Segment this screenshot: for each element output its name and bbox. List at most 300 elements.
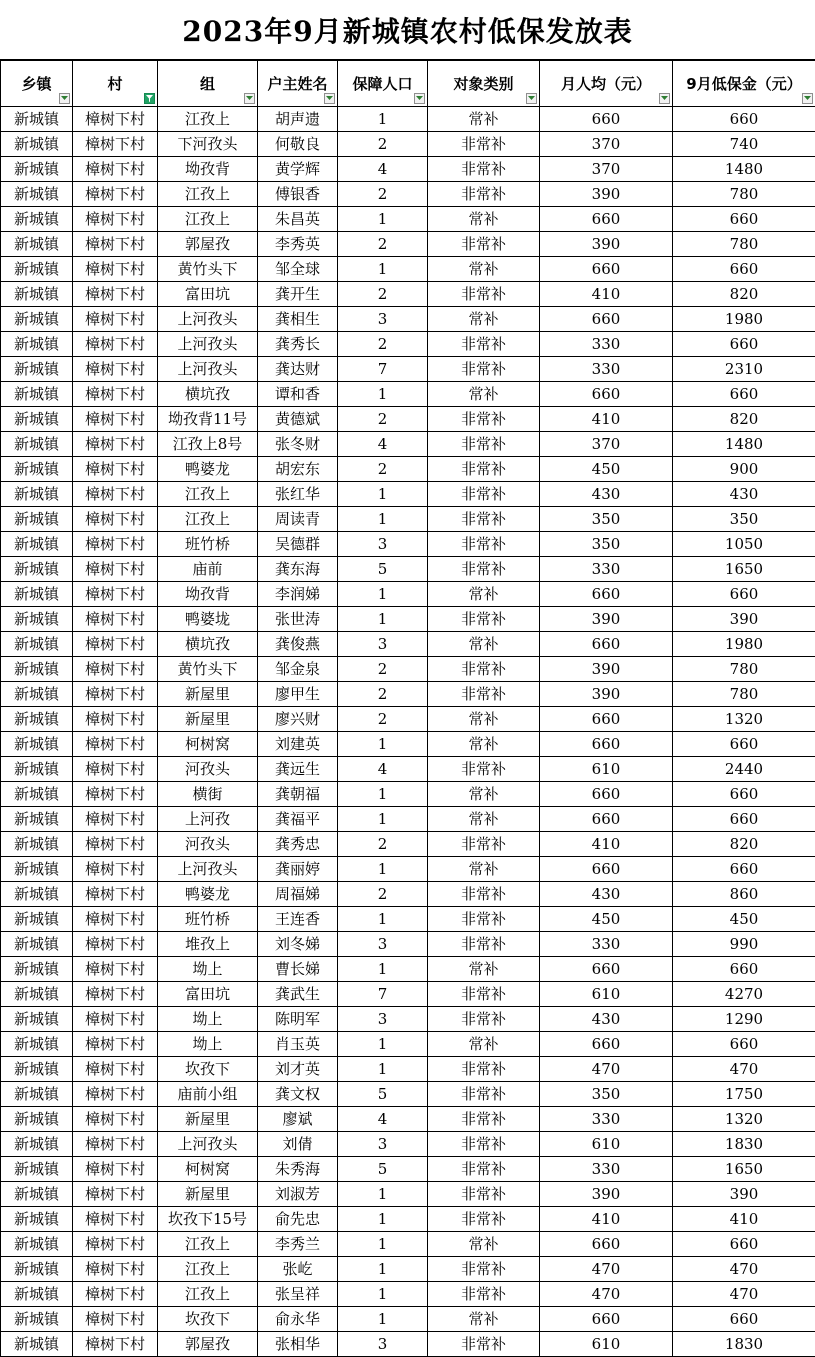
cell-householder[interactable]: 谭和香 xyxy=(258,382,338,407)
cell-village[interactable]: 樟树下村 xyxy=(73,907,158,932)
cell-sept-benefit[interactable]: 2310 xyxy=(673,357,815,382)
cell-householder[interactable]: 张呈祥 xyxy=(258,1282,338,1307)
cell-town[interactable]: 新城镇 xyxy=(1,832,73,857)
cell-householder[interactable]: 黄学辉 xyxy=(258,157,338,182)
cell-people[interactable]: 2 xyxy=(338,407,428,432)
cell-monthly-avg[interactable]: 450 xyxy=(540,907,673,932)
cell-town[interactable]: 新城镇 xyxy=(1,407,73,432)
cell-sept-benefit[interactable]: 660 xyxy=(673,957,815,982)
filter-dropdown-icon[interactable] xyxy=(802,93,813,104)
cell-group[interactable]: 上河孜头 xyxy=(158,332,258,357)
cell-town[interactable]: 新城镇 xyxy=(1,757,73,782)
cell-householder[interactable]: 陈明军 xyxy=(258,1007,338,1032)
cell-people[interactable]: 1 xyxy=(338,807,428,832)
cell-monthly-avg[interactable]: 430 xyxy=(540,1007,673,1032)
cell-sept-benefit[interactable]: 430 xyxy=(673,482,815,507)
cell-monthly-avg[interactable]: 430 xyxy=(540,882,673,907)
cell-householder[interactable]: 廖甲生 xyxy=(258,682,338,707)
cell-town[interactable]: 新城镇 xyxy=(1,782,73,807)
cell-householder[interactable]: 王连香 xyxy=(258,907,338,932)
cell-group[interactable]: 班竹桥 xyxy=(158,907,258,932)
cell-people[interactable]: 1 xyxy=(338,1032,428,1057)
cell-people[interactable]: 5 xyxy=(338,557,428,582)
cell-people[interactable]: 1 xyxy=(338,582,428,607)
cell-town[interactable]: 新城镇 xyxy=(1,632,73,657)
cell-people[interactable]: 3 xyxy=(338,1132,428,1157)
cell-people[interactable]: 1 xyxy=(338,107,428,132)
cell-village[interactable]: 樟树下村 xyxy=(73,1082,158,1107)
cell-sept-benefit[interactable]: 780 xyxy=(673,657,815,682)
cell-village[interactable]: 樟树下村 xyxy=(73,807,158,832)
cell-people[interactable]: 2 xyxy=(338,232,428,257)
cell-village[interactable]: 樟树下村 xyxy=(73,457,158,482)
cell-sept-benefit[interactable]: 660 xyxy=(673,382,815,407)
cell-householder[interactable]: 朱昌英 xyxy=(258,207,338,232)
cell-sept-benefit[interactable]: 470 xyxy=(673,1282,815,1307)
cell-people[interactable]: 3 xyxy=(338,1007,428,1032)
cell-monthly-avg[interactable]: 330 xyxy=(540,932,673,957)
cell-town[interactable]: 新城镇 xyxy=(1,307,73,332)
cell-town[interactable]: 新城镇 xyxy=(1,732,73,757)
cell-group[interactable]: 横街 xyxy=(158,782,258,807)
cell-town[interactable]: 新城镇 xyxy=(1,232,73,257)
cell-town[interactable]: 新城镇 xyxy=(1,1007,73,1032)
filter-dropdown-icon[interactable] xyxy=(659,93,670,104)
cell-category[interactable]: 非常补 xyxy=(428,1332,540,1357)
cell-sept-benefit[interactable]: 660 xyxy=(673,1307,815,1332)
cell-village[interactable]: 樟树下村 xyxy=(73,1232,158,1257)
cell-village[interactable]: 樟树下村 xyxy=(73,432,158,457)
cell-sept-benefit[interactable]: 1480 xyxy=(673,157,815,182)
cell-monthly-avg[interactable]: 660 xyxy=(540,1307,673,1332)
cell-category[interactable]: 非常补 xyxy=(428,1057,540,1082)
cell-town[interactable]: 新城镇 xyxy=(1,157,73,182)
cell-village[interactable]: 樟树下村 xyxy=(73,832,158,857)
cell-householder[interactable]: 龚开生 xyxy=(258,282,338,307)
cell-people[interactable]: 4 xyxy=(338,1107,428,1132)
cell-sept-benefit[interactable]: 2440 xyxy=(673,757,815,782)
cell-group[interactable]: 坳上 xyxy=(158,1007,258,1032)
cell-monthly-avg[interactable]: 370 xyxy=(540,157,673,182)
filter-dropdown-icon[interactable] xyxy=(526,93,537,104)
cell-category[interactable]: 非常补 xyxy=(428,132,540,157)
cell-town[interactable]: 新城镇 xyxy=(1,532,73,557)
cell-category[interactable]: 非常补 xyxy=(428,332,540,357)
cell-monthly-avg[interactable]: 660 xyxy=(540,807,673,832)
cell-group[interactable]: 江孜上 xyxy=(158,482,258,507)
cell-sept-benefit[interactable]: 860 xyxy=(673,882,815,907)
cell-group[interactable]: 柯树窝 xyxy=(158,732,258,757)
cell-town[interactable]: 新城镇 xyxy=(1,682,73,707)
cell-category[interactable]: 非常补 xyxy=(428,607,540,632)
cell-group[interactable]: 坳上 xyxy=(158,1032,258,1057)
cell-people[interactable]: 1 xyxy=(338,607,428,632)
filter-active-icon[interactable] xyxy=(144,93,155,104)
cell-village[interactable]: 樟树下村 xyxy=(73,1007,158,1032)
cell-village[interactable]: 樟树下村 xyxy=(73,1132,158,1157)
cell-people[interactable]: 2 xyxy=(338,882,428,907)
cell-village[interactable]: 樟树下村 xyxy=(73,507,158,532)
cell-monthly-avg[interactable]: 410 xyxy=(540,282,673,307)
cell-category[interactable]: 非常补 xyxy=(428,932,540,957)
cell-people[interactable]: 5 xyxy=(338,1082,428,1107)
cell-householder[interactable]: 张相华 xyxy=(258,1332,338,1357)
cell-group[interactable]: 郭屋孜 xyxy=(158,1332,258,1357)
cell-people[interactable]: 1 xyxy=(338,732,428,757)
cell-group[interactable]: 坎孜下 xyxy=(158,1057,258,1082)
cell-village[interactable]: 樟树下村 xyxy=(73,207,158,232)
cell-monthly-avg[interactable]: 370 xyxy=(540,432,673,457)
cell-category[interactable]: 常补 xyxy=(428,207,540,232)
cell-village[interactable]: 樟树下村 xyxy=(73,1332,158,1357)
cell-sept-benefit[interactable]: 1750 xyxy=(673,1082,815,1107)
cell-category[interactable]: 常补 xyxy=(428,732,540,757)
cell-group[interactable]: 富田坑 xyxy=(158,282,258,307)
cell-people[interactable]: 1 xyxy=(338,907,428,932)
cell-town[interactable]: 新城镇 xyxy=(1,707,73,732)
cell-householder[interactable]: 龚东海 xyxy=(258,557,338,582)
cell-category[interactable]: 非常补 xyxy=(428,1182,540,1207)
cell-village[interactable]: 樟树下村 xyxy=(73,407,158,432)
cell-town[interactable]: 新城镇 xyxy=(1,957,73,982)
cell-group[interactable]: 上河孜头 xyxy=(158,857,258,882)
cell-sept-benefit[interactable]: 1320 xyxy=(673,707,815,732)
cell-category[interactable]: 常补 xyxy=(428,382,540,407)
cell-sept-benefit[interactable]: 660 xyxy=(673,807,815,832)
cell-group[interactable]: 坳孜背 xyxy=(158,582,258,607)
cell-group[interactable]: 坳孜背 xyxy=(158,157,258,182)
cell-category[interactable]: 常补 xyxy=(428,782,540,807)
cell-town[interactable]: 新城镇 xyxy=(1,1307,73,1332)
cell-householder[interactable]: 吴德群 xyxy=(258,532,338,557)
cell-people[interactable]: 3 xyxy=(338,307,428,332)
cell-category[interactable]: 常补 xyxy=(428,1232,540,1257)
cell-monthly-avg[interactable]: 350 xyxy=(540,507,673,532)
cell-sept-benefit[interactable]: 660 xyxy=(673,207,815,232)
cell-group[interactable]: 上河孜头 xyxy=(158,357,258,382)
cell-people[interactable]: 1 xyxy=(338,1257,428,1282)
cell-group[interactable]: 江孜上 xyxy=(158,107,258,132)
cell-people[interactable]: 1 xyxy=(338,1207,428,1232)
cell-sept-benefit[interactable]: 660 xyxy=(673,782,815,807)
cell-householder[interactable]: 邹全球 xyxy=(258,257,338,282)
cell-people[interactable]: 1 xyxy=(338,482,428,507)
cell-householder[interactable]: 龚文权 xyxy=(258,1082,338,1107)
cell-sept-benefit[interactable]: 660 xyxy=(673,107,815,132)
cell-householder[interactable]: 龚达财 xyxy=(258,357,338,382)
cell-group[interactable]: 上河孜头 xyxy=(158,307,258,332)
filter-dropdown-icon[interactable] xyxy=(244,93,255,104)
cell-village[interactable]: 樟树下村 xyxy=(73,732,158,757)
cell-monthly-avg[interactable]: 390 xyxy=(540,232,673,257)
cell-sept-benefit[interactable]: 470 xyxy=(673,1057,815,1082)
cell-monthly-avg[interactable]: 610 xyxy=(540,757,673,782)
cell-sept-benefit[interactable]: 820 xyxy=(673,282,815,307)
cell-group[interactable]: 新屋里 xyxy=(158,1107,258,1132)
cell-monthly-avg[interactable]: 610 xyxy=(540,982,673,1007)
cell-town[interactable]: 新城镇 xyxy=(1,507,73,532)
cell-householder[interactable]: 刘淑芳 xyxy=(258,1182,338,1207)
cell-town[interactable]: 新城镇 xyxy=(1,932,73,957)
cell-householder[interactable]: 廖兴财 xyxy=(258,707,338,732)
cell-householder[interactable]: 傅银香 xyxy=(258,182,338,207)
cell-town[interactable]: 新城镇 xyxy=(1,1057,73,1082)
cell-sept-benefit[interactable]: 1320 xyxy=(673,1107,815,1132)
cell-group[interactable]: 班竹桥 xyxy=(158,532,258,557)
cell-monthly-avg[interactable]: 660 xyxy=(540,1232,673,1257)
cell-category[interactable]: 非常补 xyxy=(428,757,540,782)
cell-householder[interactable]: 龚远生 xyxy=(258,757,338,782)
cell-monthly-avg[interactable]: 660 xyxy=(540,382,673,407)
cell-sept-benefit[interactable]: 820 xyxy=(673,407,815,432)
cell-monthly-avg[interactable]: 390 xyxy=(540,682,673,707)
cell-people[interactable]: 2 xyxy=(338,682,428,707)
cell-monthly-avg[interactable]: 330 xyxy=(540,332,673,357)
cell-group[interactable]: 河孜头 xyxy=(158,832,258,857)
cell-category[interactable]: 非常补 xyxy=(428,1157,540,1182)
cell-town[interactable]: 新城镇 xyxy=(1,132,73,157)
cell-people[interactable]: 3 xyxy=(338,632,428,657)
cell-sept-benefit[interactable]: 1650 xyxy=(673,1157,815,1182)
cell-village[interactable]: 樟树下村 xyxy=(73,607,158,632)
cell-category[interactable]: 非常补 xyxy=(428,1107,540,1132)
cell-category[interactable]: 非常补 xyxy=(428,1132,540,1157)
filter-dropdown-icon[interactable] xyxy=(324,93,335,104)
cell-people[interactable]: 2 xyxy=(338,332,428,357)
cell-town[interactable]: 新城镇 xyxy=(1,1132,73,1157)
cell-village[interactable]: 樟树下村 xyxy=(73,982,158,1007)
cell-village[interactable]: 樟树下村 xyxy=(73,357,158,382)
cell-category[interactable]: 非常补 xyxy=(428,1007,540,1032)
cell-monthly-avg[interactable]: 410 xyxy=(540,407,673,432)
cell-group[interactable]: 横坑孜 xyxy=(158,632,258,657)
cell-people[interactable]: 1 xyxy=(338,957,428,982)
cell-village[interactable]: 樟树下村 xyxy=(73,932,158,957)
cell-village[interactable]: 樟树下村 xyxy=(73,232,158,257)
cell-sept-benefit[interactable]: 410 xyxy=(673,1207,815,1232)
cell-sept-benefit[interactable]: 660 xyxy=(673,1232,815,1257)
cell-monthly-avg[interactable]: 390 xyxy=(540,657,673,682)
cell-village[interactable]: 樟树下村 xyxy=(73,1032,158,1057)
cell-sept-benefit[interactable]: 660 xyxy=(673,257,815,282)
cell-category[interactable]: 非常补 xyxy=(428,832,540,857)
cell-monthly-avg[interactable]: 330 xyxy=(540,557,673,582)
cell-village[interactable]: 樟树下村 xyxy=(73,332,158,357)
cell-householder[interactable]: 廖斌 xyxy=(258,1107,338,1132)
cell-householder[interactable]: 龚俊燕 xyxy=(258,632,338,657)
cell-category[interactable]: 常补 xyxy=(428,632,540,657)
cell-group[interactable]: 江孜上 xyxy=(158,1232,258,1257)
cell-group[interactable]: 郭屋孜 xyxy=(158,232,258,257)
cell-people[interactable]: 1 xyxy=(338,257,428,282)
cell-group[interactable]: 上河孜头 xyxy=(158,1132,258,1157)
cell-category[interactable]: 常补 xyxy=(428,582,540,607)
cell-people[interactable]: 3 xyxy=(338,1332,428,1357)
cell-monthly-avg[interactable]: 660 xyxy=(540,582,673,607)
cell-householder[interactable]: 刘才英 xyxy=(258,1057,338,1082)
cell-people[interactable]: 1 xyxy=(338,1232,428,1257)
cell-people[interactable]: 7 xyxy=(338,357,428,382)
cell-category[interactable]: 非常补 xyxy=(428,882,540,907)
cell-householder[interactable]: 周福娣 xyxy=(258,882,338,907)
cell-monthly-avg[interactable]: 610 xyxy=(540,1132,673,1157)
cell-group[interactable]: 堆孜上 xyxy=(158,932,258,957)
cell-monthly-avg[interactable]: 350 xyxy=(540,532,673,557)
cell-village[interactable]: 樟树下村 xyxy=(73,157,158,182)
cell-category[interactable]: 非常补 xyxy=(428,357,540,382)
cell-village[interactable]: 樟树下村 xyxy=(73,132,158,157)
cell-village[interactable]: 樟树下村 xyxy=(73,1182,158,1207)
cell-group[interactable]: 鸭婆龙 xyxy=(158,882,258,907)
cell-householder[interactable]: 龚秀长 xyxy=(258,332,338,357)
cell-category[interactable]: 非常补 xyxy=(428,457,540,482)
cell-village[interactable]: 樟树下村 xyxy=(73,757,158,782)
cell-town[interactable]: 新城镇 xyxy=(1,1232,73,1257)
cell-people[interactable]: 1 xyxy=(338,1282,428,1307)
cell-householder[interactable]: 曹长娣 xyxy=(258,957,338,982)
cell-town[interactable]: 新城镇 xyxy=(1,1082,73,1107)
cell-village[interactable]: 樟树下村 xyxy=(73,1307,158,1332)
cell-category[interactable]: 非常补 xyxy=(428,407,540,432)
cell-people[interactable]: 1 xyxy=(338,1057,428,1082)
cell-group[interactable]: 鸭婆垅 xyxy=(158,607,258,632)
cell-group[interactable]: 坎孜下15号 xyxy=(158,1207,258,1232)
cell-category[interactable]: 非常补 xyxy=(428,682,540,707)
cell-people[interactable]: 1 xyxy=(338,507,428,532)
cell-people[interactable]: 4 xyxy=(338,432,428,457)
cell-town[interactable]: 新城镇 xyxy=(1,182,73,207)
cell-monthly-avg[interactable]: 660 xyxy=(540,707,673,732)
cell-category[interactable]: 常补 xyxy=(428,857,540,882)
cell-group[interactable]: 上河孜 xyxy=(158,807,258,832)
cell-group[interactable]: 富田坑 xyxy=(158,982,258,1007)
cell-sept-benefit[interactable]: 390 xyxy=(673,607,815,632)
cell-householder[interactable]: 刘冬娣 xyxy=(258,932,338,957)
cell-town[interactable]: 新城镇 xyxy=(1,1107,73,1132)
cell-village[interactable]: 樟树下村 xyxy=(73,1157,158,1182)
cell-group[interactable]: 坳上 xyxy=(158,957,258,982)
cell-sept-benefit[interactable]: 660 xyxy=(673,332,815,357)
cell-group[interactable]: 新屋里 xyxy=(158,1182,258,1207)
cell-category[interactable]: 非常补 xyxy=(428,432,540,457)
cell-householder[interactable]: 李润娣 xyxy=(258,582,338,607)
cell-people[interactable]: 5 xyxy=(338,1157,428,1182)
cell-sept-benefit[interactable]: 390 xyxy=(673,1182,815,1207)
cell-group[interactable]: 横坑孜 xyxy=(158,382,258,407)
cell-monthly-avg[interactable]: 660 xyxy=(540,1032,673,1057)
cell-category[interactable]: 非常补 xyxy=(428,232,540,257)
cell-town[interactable]: 新城镇 xyxy=(1,482,73,507)
cell-town[interactable]: 新城镇 xyxy=(1,582,73,607)
cell-sept-benefit[interactable]: 4270 xyxy=(673,982,815,1007)
cell-people[interactable]: 3 xyxy=(338,932,428,957)
cell-category[interactable]: 非常补 xyxy=(428,532,540,557)
cell-people[interactable]: 7 xyxy=(338,982,428,1007)
cell-village[interactable]: 樟树下村 xyxy=(73,657,158,682)
cell-village[interactable]: 樟树下村 xyxy=(73,582,158,607)
cell-householder[interactable]: 龚福平 xyxy=(258,807,338,832)
cell-monthly-avg[interactable]: 410 xyxy=(540,1207,673,1232)
cell-category[interactable]: 常补 xyxy=(428,957,540,982)
cell-village[interactable]: 樟树下村 xyxy=(73,1257,158,1282)
cell-monthly-avg[interactable]: 330 xyxy=(540,1107,673,1132)
cell-sept-benefit[interactable]: 1480 xyxy=(673,432,815,457)
cell-monthly-avg[interactable]: 450 xyxy=(540,457,673,482)
cell-monthly-avg[interactable]: 370 xyxy=(540,132,673,157)
cell-category[interactable]: 常补 xyxy=(428,307,540,332)
cell-category[interactable]: 非常补 xyxy=(428,907,540,932)
cell-category[interactable]: 非常补 xyxy=(428,1257,540,1282)
cell-town[interactable]: 新城镇 xyxy=(1,907,73,932)
cell-householder[interactable]: 肖玉英 xyxy=(258,1032,338,1057)
cell-people[interactable]: 2 xyxy=(338,182,428,207)
cell-town[interactable]: 新城镇 xyxy=(1,882,73,907)
cell-householder[interactable]: 李秀英 xyxy=(258,232,338,257)
cell-sept-benefit[interactable]: 990 xyxy=(673,932,815,957)
cell-sept-benefit[interactable]: 780 xyxy=(673,682,815,707)
cell-people[interactable]: 2 xyxy=(338,282,428,307)
cell-monthly-avg[interactable]: 660 xyxy=(540,632,673,657)
cell-sept-benefit[interactable]: 740 xyxy=(673,132,815,157)
cell-householder[interactable]: 李秀兰 xyxy=(258,1232,338,1257)
cell-category[interactable]: 非常补 xyxy=(428,507,540,532)
cell-householder[interactable]: 黄德斌 xyxy=(258,407,338,432)
cell-sept-benefit[interactable]: 660 xyxy=(673,857,815,882)
cell-town[interactable]: 新城镇 xyxy=(1,1032,73,1057)
cell-category[interactable]: 非常补 xyxy=(428,657,540,682)
cell-group[interactable]: 江孜上 xyxy=(158,182,258,207)
cell-monthly-avg[interactable]: 330 xyxy=(540,1157,673,1182)
cell-people[interactable]: 1 xyxy=(338,1307,428,1332)
cell-category[interactable]: 非常补 xyxy=(428,1282,540,1307)
cell-town[interactable]: 新城镇 xyxy=(1,207,73,232)
cell-householder[interactable]: 张红华 xyxy=(258,482,338,507)
cell-sept-benefit[interactable]: 1050 xyxy=(673,532,815,557)
cell-category[interactable]: 非常补 xyxy=(428,157,540,182)
cell-town[interactable]: 新城镇 xyxy=(1,1157,73,1182)
cell-group[interactable]: 江孜上8号 xyxy=(158,432,258,457)
cell-village[interactable]: 樟树下村 xyxy=(73,1207,158,1232)
cell-people[interactable]: 2 xyxy=(338,707,428,732)
cell-monthly-avg[interactable]: 470 xyxy=(540,1282,673,1307)
cell-sept-benefit[interactable]: 780 xyxy=(673,232,815,257)
cell-monthly-avg[interactable]: 660 xyxy=(540,957,673,982)
cell-group[interactable]: 江孜上 xyxy=(158,207,258,232)
cell-sept-benefit[interactable]: 660 xyxy=(673,582,815,607)
cell-village[interactable]: 樟树下村 xyxy=(73,257,158,282)
cell-town[interactable]: 新城镇 xyxy=(1,807,73,832)
cell-monthly-avg[interactable]: 610 xyxy=(540,1332,673,1357)
cell-sept-benefit[interactable]: 660 xyxy=(673,732,815,757)
cell-householder[interactable]: 俞永华 xyxy=(258,1307,338,1332)
cell-village[interactable]: 樟树下村 xyxy=(73,1107,158,1132)
cell-people[interactable]: 4 xyxy=(338,157,428,182)
cell-householder[interactable]: 龚武生 xyxy=(258,982,338,1007)
cell-people[interactable]: 1 xyxy=(338,207,428,232)
cell-category[interactable]: 常补 xyxy=(428,707,540,732)
cell-town[interactable]: 新城镇 xyxy=(1,332,73,357)
cell-category[interactable]: 非常补 xyxy=(428,282,540,307)
cell-town[interactable]: 新城镇 xyxy=(1,357,73,382)
cell-monthly-avg[interactable]: 470 xyxy=(540,1057,673,1082)
cell-sept-benefit[interactable]: 1830 xyxy=(673,1132,815,1157)
cell-people[interactable]: 4 xyxy=(338,757,428,782)
cell-village[interactable]: 樟树下村 xyxy=(73,632,158,657)
cell-householder[interactable]: 张世涛 xyxy=(258,607,338,632)
cell-group[interactable]: 坳孜背11号 xyxy=(158,407,258,432)
cell-monthly-avg[interactable]: 410 xyxy=(540,832,673,857)
cell-monthly-avg[interactable]: 430 xyxy=(540,482,673,507)
